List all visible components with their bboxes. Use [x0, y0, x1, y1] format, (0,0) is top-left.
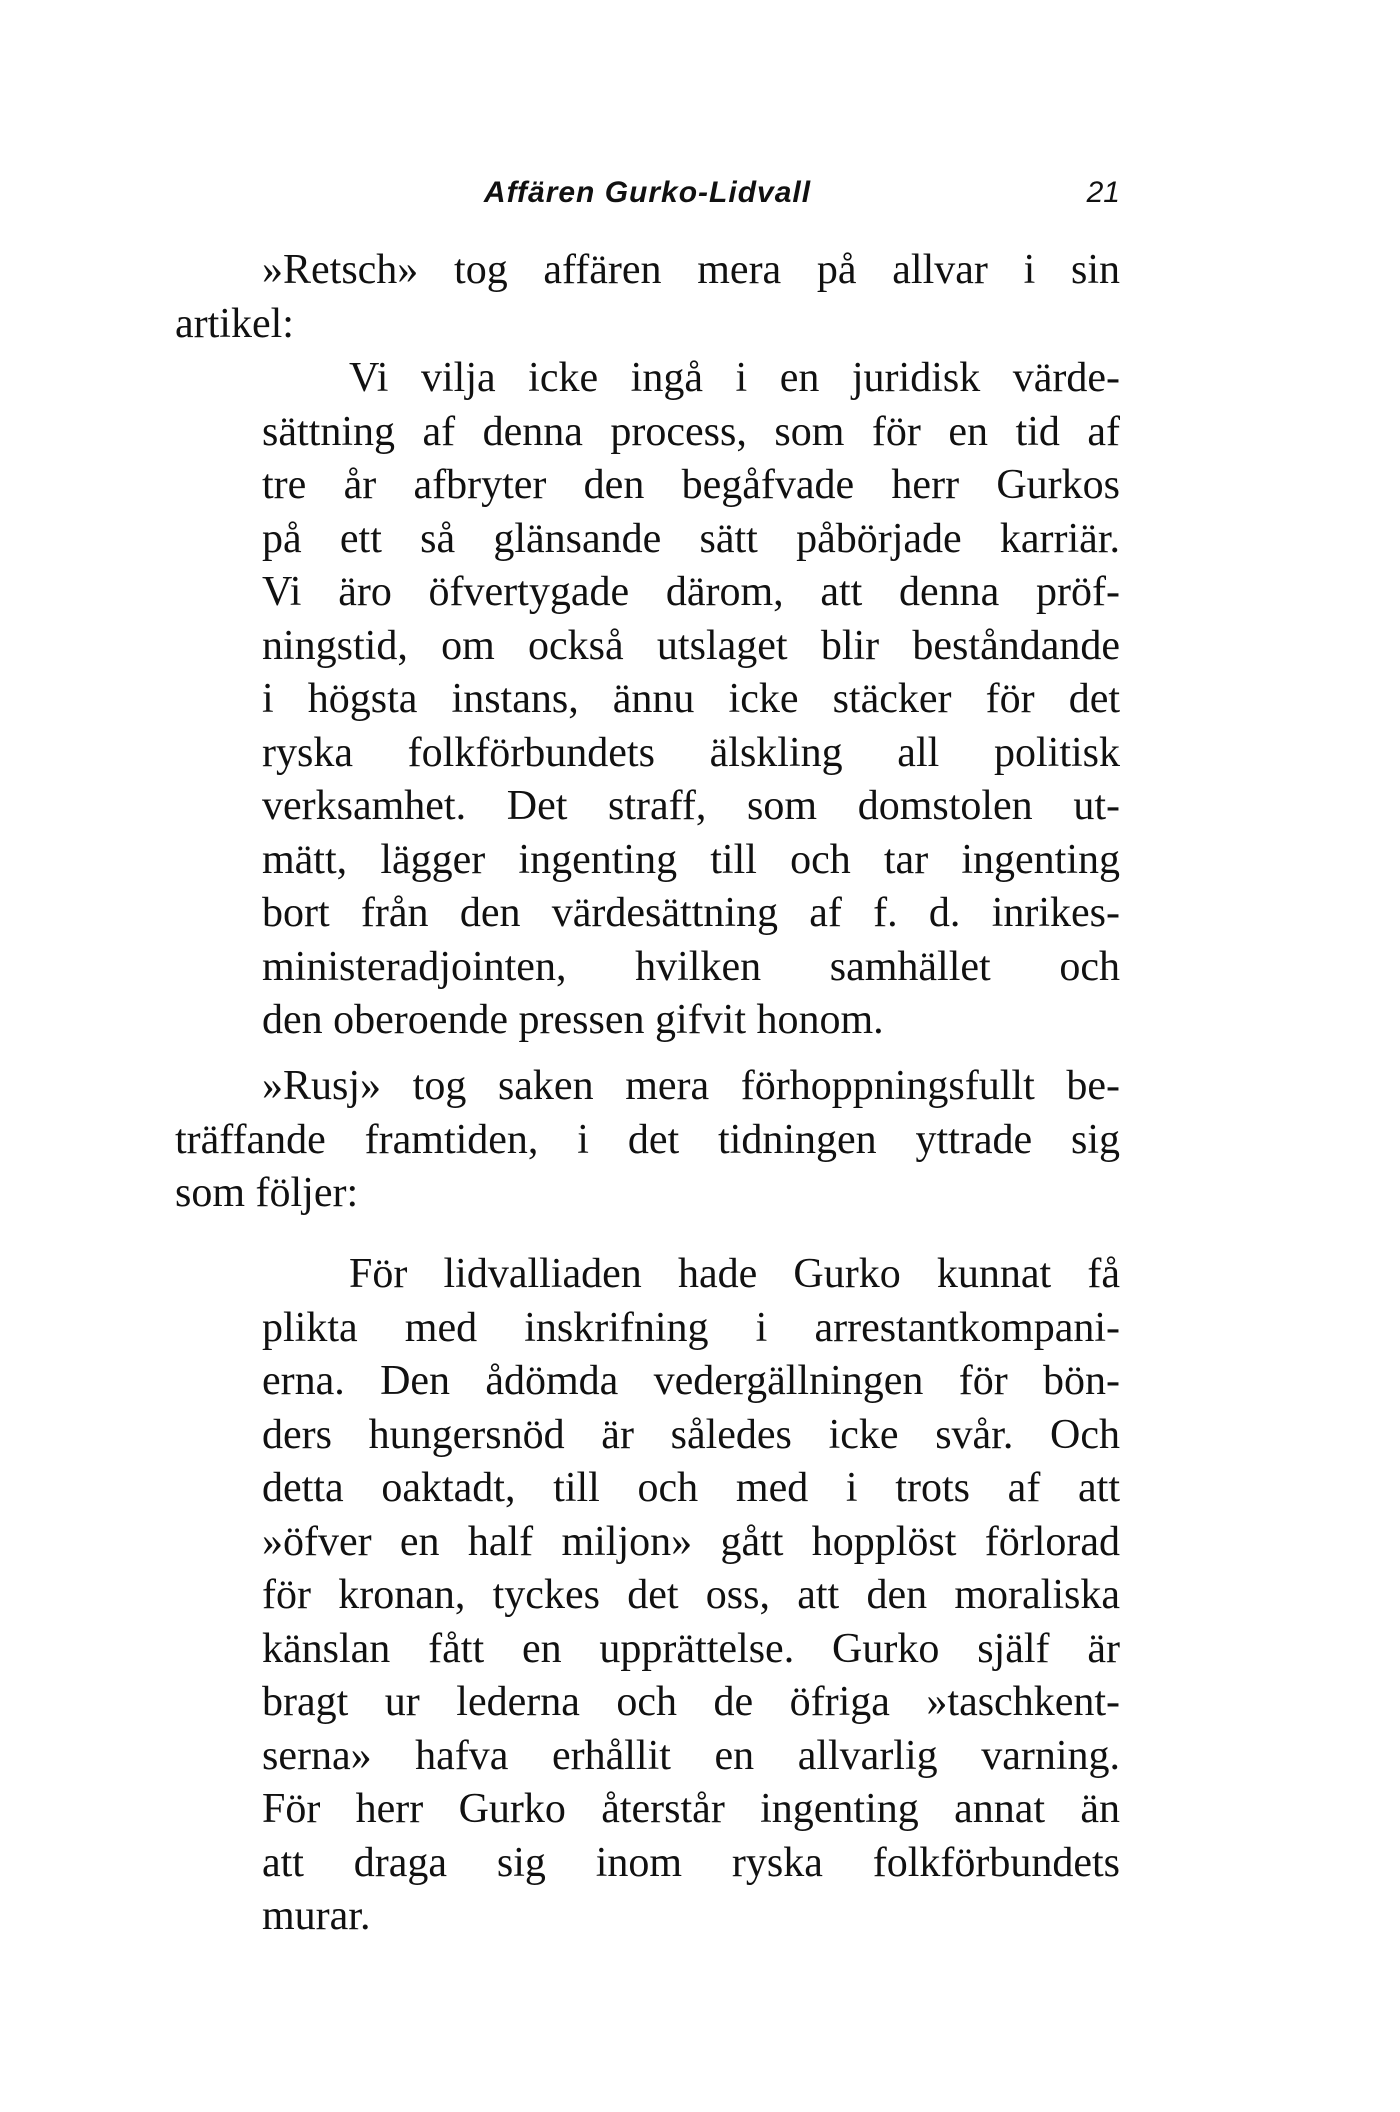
- text-line: »Retsch» tog affären mera på allvar i sin: [262, 247, 1120, 293]
- quote-retsch: [262, 352, 1120, 1048]
- text-line: den oberoende pressen gifvit honom.: [262, 997, 884, 1043]
- text-line: Vi vilja icke ingå i en juridisk värde-: [349, 355, 1120, 401]
- text-line: murar.: [262, 1893, 371, 1939]
- text-line: artikel:: [175, 300, 294, 347]
- text-line: »öfver en half miljon» gått hopplöst förlorad: [262, 1518, 1120, 1565]
- text-line: ryska folkförbundets älskling all politisk: [262, 729, 1120, 776]
- text-line: detta oaktadt, till och med i trots af att: [262, 1465, 1120, 1511]
- text-line: bort från den värdesättning af f. d. inrikes-: [262, 890, 1120, 936]
- text-line: att draga sig inom ryska folkförbundets: [262, 1839, 1120, 1886]
- quote-rusj: [262, 1248, 1120, 1944]
- text-line: mätt, lägger ingenting till och tar ingenting: [262, 836, 1120, 883]
- paragraph-rusj-intro: [175, 1060, 1120, 1221]
- paragraph-retsch-intro: [175, 244, 1120, 351]
- text-line: erna. Den ådömda vedergällningen för bön-: [262, 1358, 1120, 1404]
- text-line: För lidvalliaden hade Gurko kunnat få: [349, 1251, 1120, 1297]
- running-header: [175, 176, 1120, 222]
- text-line: För herr Gurko återstår ingenting annat än: [262, 1786, 1120, 1832]
- text-line: ministeradjointen, hvilken samhället och: [262, 943, 1120, 990]
- text-line: verksamhet. Det straff, som domstolen ut-: [262, 783, 1120, 829]
- text-line: på ett så glänsande sätt påbörjade karriär.: [262, 515, 1120, 562]
- text-line: träffande framtiden, i det tidningen yttrade sig: [175, 1116, 1120, 1163]
- text-line: »Rusj» tog saken mera förhoppningsfullt be-: [262, 1063, 1120, 1109]
- text-line: serna» hafva erhållit en allvarlig varning.: [262, 1732, 1120, 1779]
- running-title: Affären Gurko-Lidvall: [483, 176, 812, 209]
- text-line: Vi äro öfvertygade därom, att denna pröf-: [262, 569, 1120, 615]
- text-line: ders hungersnöd är således icke svår. Och: [262, 1411, 1120, 1458]
- text-line: tre år afbryter den begåfvade herr Gurkos: [262, 462, 1120, 508]
- text-line: för kronan, tyckes det oss, att den moraliska: [262, 1572, 1120, 1618]
- text-line: sättning af denna process, som för en tid af: [262, 408, 1120, 455]
- text-line: ningstid, om också utslaget blir beståndande: [262, 622, 1120, 669]
- text-line: plikta med inskrifning i arrestantkompani-: [262, 1304, 1120, 1351]
- page-number: 21: [1086, 176, 1120, 209]
- text-line: som följer:: [175, 1170, 359, 1216]
- text-line: bragt ur lederna och de öfriga »taschkent-: [262, 1679, 1120, 1725]
- text-line: känslan fått en upprättelse. Gurko själf är: [262, 1625, 1120, 1672]
- text-line: i högsta instans, ännu icke stäcker för det: [262, 676, 1120, 722]
